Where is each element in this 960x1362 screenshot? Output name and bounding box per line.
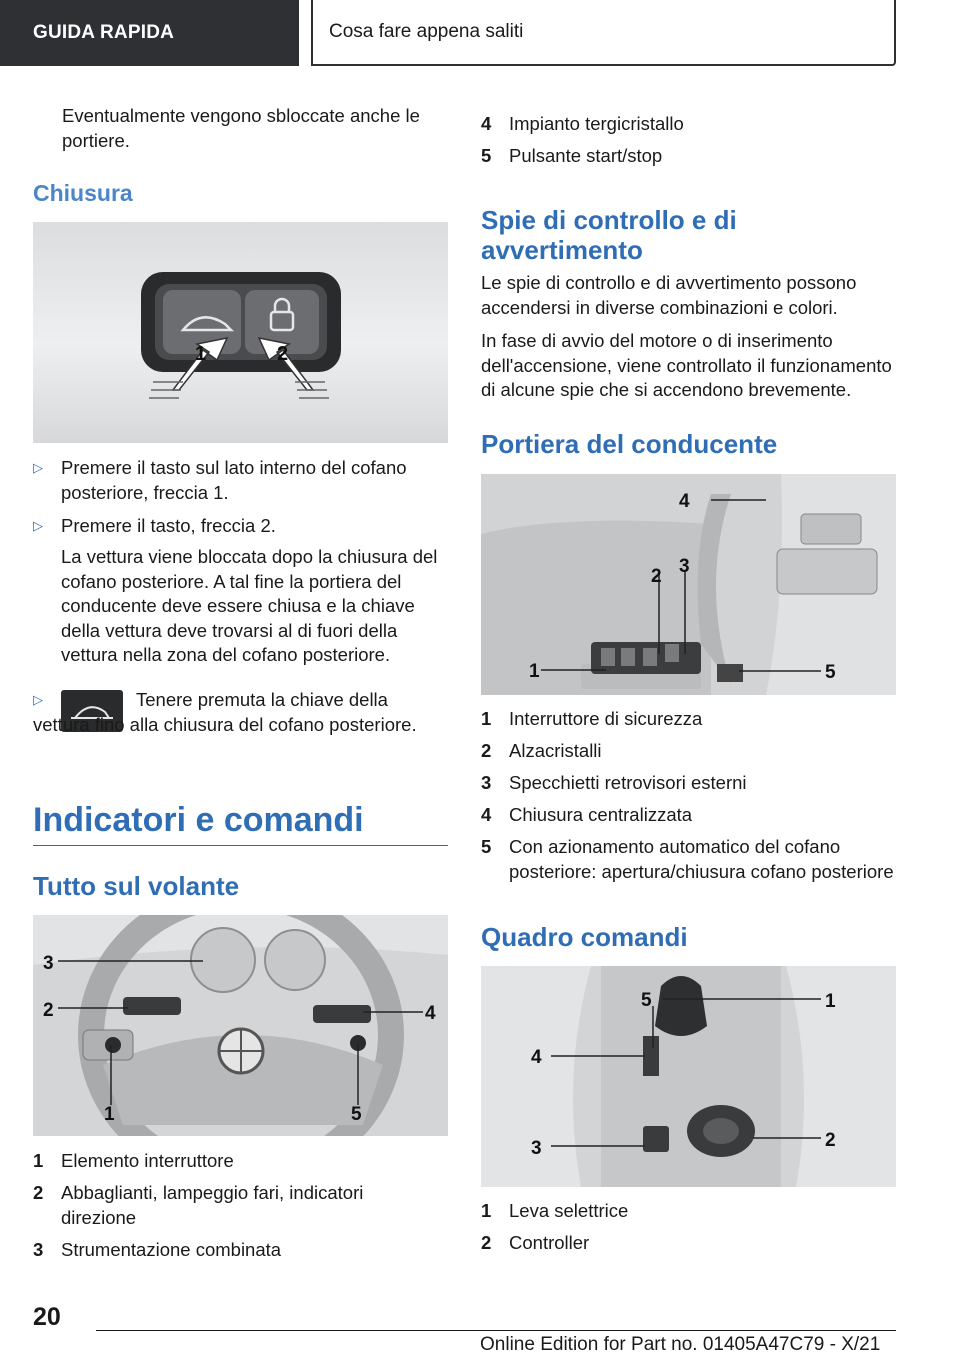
spie-paragraph-1: Le spie di controllo e di avvertimento possono accendersi in diverse combinazioni e colori. bbox=[481, 272, 857, 318]
figure-label: 5 bbox=[825, 662, 836, 683]
figure-label: 3 bbox=[531, 1138, 542, 1159]
bullet-item: ▷ Premere il tasto, freccia 2. bbox=[33, 514, 448, 539]
driver-door-figure bbox=[481, 474, 896, 695]
page-number: 20 bbox=[33, 1303, 61, 1331]
list-item: 5 Pulsante start/stop bbox=[481, 145, 663, 166]
figure-label: 1 bbox=[195, 343, 207, 365]
triangle-bullet-icon: ▷ bbox=[33, 518, 43, 533]
list-item: 1 Interruttore di sicurezza bbox=[481, 708, 703, 729]
figure-label: 1 bbox=[529, 661, 540, 682]
figure-label: 2 bbox=[277, 343, 289, 365]
figure-label: 4 bbox=[425, 1003, 436, 1024]
steering-wheel-figure bbox=[33, 915, 448, 1136]
figure-label: 3 bbox=[679, 556, 690, 577]
figure-label: 4 bbox=[679, 491, 690, 512]
volante-heading: Tutto sul volante bbox=[33, 871, 240, 901]
tailgate-buttons-figure bbox=[33, 222, 448, 443]
list-item: 1 Leva selettrice bbox=[481, 1200, 629, 1221]
list-item: 4 Impianto tergicristallo bbox=[481, 113, 684, 134]
footer-rule bbox=[96, 1330, 896, 1331]
figure-label: 2 bbox=[43, 1000, 54, 1021]
bullet-item: ▷ Premere il tasto sul lato interno del cofano posteriore, freccia 1. bbox=[33, 457, 407, 503]
figure-label: 2 bbox=[825, 1130, 836, 1151]
portiera-heading: Portiera del conducente bbox=[481, 429, 778, 459]
list-item: 2 Abbaglianti, lampeggio fari, indicatori direzione bbox=[33, 1182, 364, 1228]
figure-label: 1 bbox=[104, 1104, 115, 1125]
list-item: 5 Con azionamento automatico del cofano posteriore: apertura/chiusura cofano posteriore bbox=[481, 836, 894, 882]
list-item: 2 Controller bbox=[481, 1232, 590, 1253]
figure-label: 4 bbox=[531, 1047, 542, 1068]
heading-rule bbox=[33, 845, 448, 846]
figure-label: 3 bbox=[43, 953, 54, 974]
figure-label: 1 bbox=[825, 991, 836, 1012]
indicatori-heading: Indicatori e comandi bbox=[33, 801, 364, 839]
figure-label: 2 bbox=[651, 566, 662, 587]
list-item: 4 Chiusura centralizzata bbox=[481, 804, 693, 825]
chiusura-heading: Chiusura bbox=[33, 180, 133, 206]
figure-label: 5 bbox=[641, 990, 652, 1011]
edition-text: Online Edition for Part no. 01405A47C79 - X/21 bbox=[480, 1334, 881, 1355]
list-item: 3 Strumentazione combinata bbox=[33, 1239, 282, 1260]
quadro-heading: Quadro comandi bbox=[481, 922, 688, 952]
list-item: 1 Elemento interruttore bbox=[33, 1150, 234, 1171]
intro-text: Eventualmente vengono sbloccate anche le portiere. bbox=[62, 105, 420, 151]
bullet-detail: La vettura viene bloccata dopo la chiusura del cofano posteriore. A tal fine la portiera del conducente deve essere chiusa e la chiave della vettura deve trovarsi al di fuori della vettura nella zona del cofano posteriore. bbox=[61, 546, 438, 665]
bullet-item-text: Tenere premuta la chiave della vettura fino alla chiusura del cofano posteriore. bbox=[33, 689, 417, 735]
list-item: 3 Specchietti retrovisori esterni bbox=[481, 772, 747, 793]
center-console-figure bbox=[481, 966, 896, 1187]
spie-paragraph-2: In fase di avvio del motore o di inserimento dell'accensione, viene controllato il funzionamento di alcune spie che si accendono brevemente. bbox=[481, 330, 892, 400]
triangle-bullet-icon: ▷ bbox=[33, 460, 43, 475]
list-item: 2 Alzacristalli bbox=[481, 740, 602, 761]
chapter-title: Cosa fare appena saliti bbox=[311, 0, 896, 66]
spie-heading: Spie di controllo e di avvertimento bbox=[481, 205, 737, 265]
section-tab: GUIDA RAPIDA bbox=[0, 0, 299, 66]
triangle-bullet-icon: ▷ bbox=[33, 692, 43, 707]
figure-label: 5 bbox=[351, 1104, 362, 1125]
